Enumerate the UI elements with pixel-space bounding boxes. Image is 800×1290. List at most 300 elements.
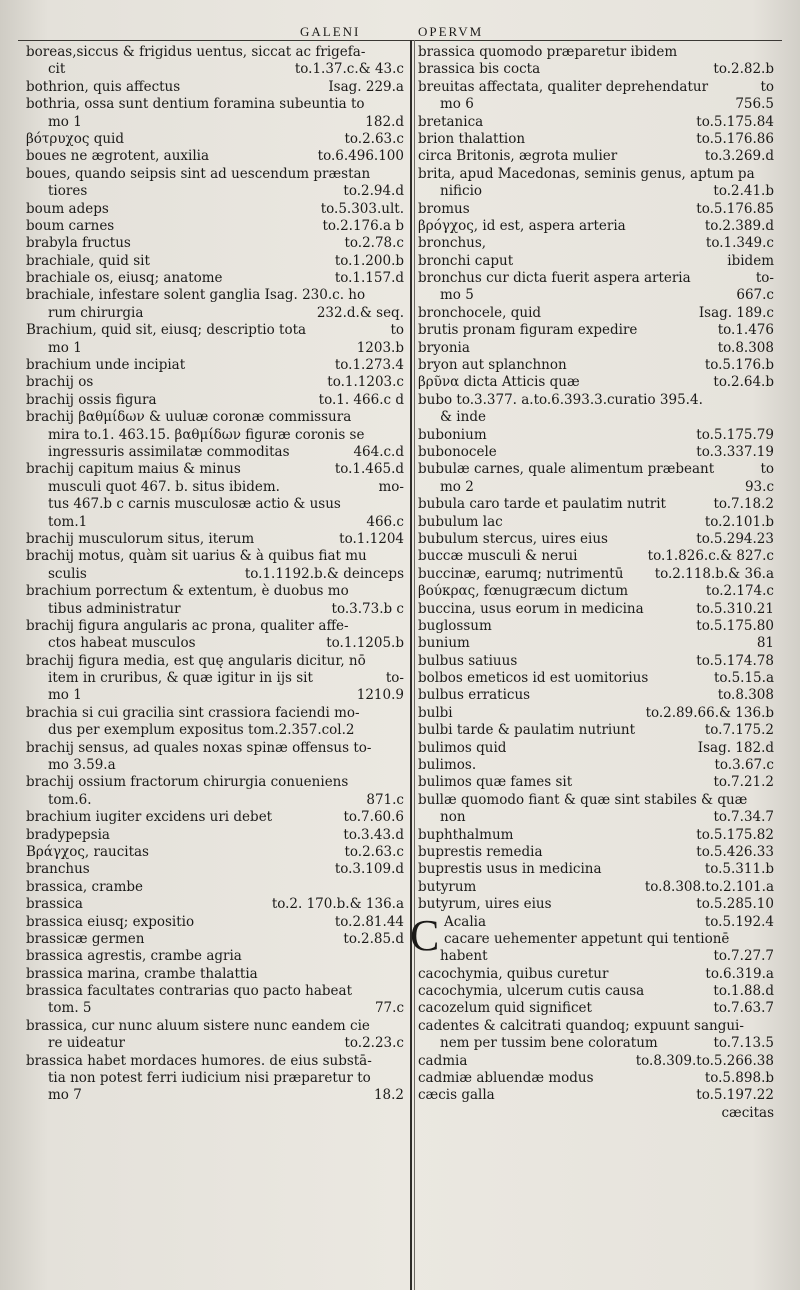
entry-reference: to.2.89.66.& 136.b [645, 704, 774, 721]
entry-reference: to.5.176.86 [696, 130, 774, 147]
entry-reference: 871.c [366, 791, 404, 808]
entry-reference: 466.c [366, 513, 404, 530]
index-entry [26, 914, 406, 931]
entry-term: cacare uehementer appetunt qui tentionē [444, 930, 730, 947]
index-entry [26, 635, 406, 652]
index-entry [26, 792, 406, 809]
entry-reference: to.7.21.2 [713, 774, 774, 791]
entry-term: bronchus cur dicta fuerit aspera arteria [418, 270, 691, 287]
entry-term: βρῦνα dicta Atticis quæ [418, 374, 580, 391]
entry-term: brassica habet mordaces humores. de eius substā- [26, 1052, 372, 1069]
entry-term: bulbi [418, 704, 453, 721]
index-entry [418, 514, 776, 531]
index-entry [26, 374, 406, 391]
entry-term: tom. 5 [48, 1000, 92, 1017]
index-entry [26, 844, 406, 861]
index-entry [418, 44, 776, 61]
entry-reference: to.3.73.b c [331, 600, 404, 617]
index-entry [26, 427, 406, 444]
entry-reference: to.2.101.b [704, 513, 774, 530]
index-entry [26, 531, 406, 548]
entry-reference: 1210.9 [356, 687, 404, 704]
index-entry [418, 635, 776, 652]
entry-reference: to.1.1205.b [326, 635, 404, 652]
entry-term: bromus [418, 200, 470, 217]
index-entry [418, 653, 776, 670]
entry-reference: to.5.303.ult. [320, 200, 404, 217]
entry-term: brachij capitum maius & minus [26, 461, 241, 478]
entry-term: nem per tussim bene coloratum [440, 1035, 658, 1052]
entry-term: brutis pronam figuram expedire [418, 322, 638, 339]
index-entry [26, 687, 406, 704]
entry-reference: to.1.1204 [339, 530, 404, 547]
entry-term: brachiale, quid sit [26, 252, 150, 269]
entry-term: brassica, cur nunc aluum sistere nunc eandem cie [26, 1017, 370, 1034]
index-entry [418, 896, 776, 913]
entry-term: boues, quando seipsis sint ad uescendum præstan [26, 165, 371, 182]
entry-reference: to.7.34.7 [713, 809, 774, 826]
index-entry [26, 757, 406, 774]
entry-reference: to.5.310.21 [696, 600, 774, 617]
entry-reference: to.2.82.b [713, 61, 774, 78]
entry-term: brita, apud Macedonas, seminis genus, aptum pa [418, 165, 755, 182]
index-entry [418, 340, 776, 357]
index-entry [26, 235, 406, 252]
entry-reference: to.7.63.7 [713, 1000, 774, 1017]
entry-term: brachij figura angularis ac prona, qualiter affe- [26, 617, 349, 634]
entry-term: bunium [418, 635, 470, 652]
index-entry [26, 948, 406, 965]
index-entry [26, 879, 406, 896]
entry-term: bronchi caput [418, 252, 514, 269]
entry-reference: Isag. 229.a [328, 78, 404, 95]
entry-reference: to- [755, 270, 774, 287]
index-entry [418, 618, 776, 635]
entry-term: brachij ossis figura [26, 391, 157, 408]
entry-term: sculis [48, 565, 87, 582]
entry-reference: to.7.13.5 [713, 1035, 774, 1052]
entry-term: bulbus satiuus [418, 652, 518, 669]
index-entry [26, 827, 406, 844]
entry-reference: cæcitas [721, 1104, 774, 1121]
index-entry [26, 287, 406, 304]
entry-reference: to- [385, 670, 404, 687]
entry-term: tom.6. [48, 791, 92, 808]
entry-term: Βράγχος, raucitas [26, 843, 149, 860]
index-entry [418, 79, 776, 96]
entry-term: cit [48, 61, 66, 78]
index-entry [26, 305, 406, 322]
entry-term: cadentes & calcitrati quandoq; expuunt sangui- [418, 1017, 744, 1034]
entry-reference: 182.d [365, 113, 404, 130]
right-column [410, 44, 776, 1122]
index-entry [418, 235, 776, 252]
index-entry [26, 201, 406, 218]
entry-reference: to.5.176.85 [696, 200, 774, 217]
entry-term: ctos habeat musculos [48, 635, 196, 652]
drop-cap: C [410, 910, 440, 960]
index-entry [26, 653, 406, 670]
index-entry [418, 844, 776, 861]
index-entry [26, 1018, 406, 1035]
index-entry [26, 166, 406, 183]
header-left: GALENI [300, 24, 361, 39]
index-entry [26, 148, 406, 165]
entry-term: brion thalattion [418, 130, 526, 147]
entry-reference: to.1.37.c.& 43.c [294, 61, 404, 78]
index-entry [418, 601, 776, 618]
entry-reference: to.1.1203.c [327, 374, 404, 391]
index-entry [418, 427, 776, 444]
entry-reference: to.1.88.d [713, 983, 774, 1000]
index-entry [418, 931, 776, 948]
entry-term: Acalia [444, 913, 487, 930]
entry-term: nificio [440, 183, 483, 200]
entry-term: brachij sensus, ad quales noxas spinæ offensus to- [26, 739, 372, 756]
entry-term: brassica [26, 896, 83, 913]
entry-reference: to.1.349.c [705, 235, 774, 252]
entry-term: boues ne ægrotent, auxilia [26, 148, 210, 165]
entry-reference: mo- [378, 478, 404, 495]
column-divider-inner [414, 40, 415, 1290]
index-entry [418, 1035, 776, 1052]
entry-reference: to.5.192.4 [704, 913, 774, 930]
entry-term: boum adeps [26, 200, 109, 217]
entry-term: cæcis galla [418, 1087, 495, 1104]
entry-reference: 81 [756, 635, 774, 652]
entry-term: βρόγχος, id est, aspera arteria [418, 217, 626, 234]
entry-term: bubonium [418, 426, 487, 443]
index-entry [26, 774, 406, 791]
index-entry [418, 114, 776, 131]
entry-reference: to.2.94.d [343, 183, 404, 200]
entry-term: brassica agrestis, crambe agria [26, 948, 242, 965]
entry-term: buglossum [418, 617, 492, 634]
entry-reference: 756.5 [735, 96, 774, 113]
index-entry [26, 183, 406, 200]
index-entry [26, 583, 406, 600]
entry-reference: Isag. 189.c [698, 304, 774, 321]
entry-term: bubulum lac [418, 513, 503, 530]
entry-term: mo 3.59.a [48, 757, 116, 774]
index-entry [418, 148, 776, 165]
entry-term: buprestis usus in medicina [418, 861, 602, 878]
index-entry [26, 601, 406, 618]
index-entry [418, 96, 776, 113]
index-entry [418, 966, 776, 983]
entry-term: tibus administratur [48, 600, 181, 617]
entry-reference: to.5.426.33 [696, 843, 774, 860]
entry-reference: to.1.476 [717, 322, 774, 339]
index-entry [26, 966, 406, 983]
entry-term: bronchus, [418, 235, 487, 252]
entry-term: brachium porrectum & extentum, è duobus mo [26, 583, 349, 600]
entry-reference: to.1.273.4 [334, 357, 404, 374]
entry-reference: to.2.174.c [705, 583, 774, 600]
index-entry [418, 218, 776, 235]
entry-reference: to.5.175.82 [696, 826, 774, 843]
index-entry [418, 827, 776, 844]
index-entry [418, 983, 776, 1000]
entry-term: brachij musculorum situs, iterum [26, 530, 255, 547]
entry-reference: to.2.118.b.& 36.a [654, 565, 774, 582]
entry-term: butyrum [418, 878, 477, 895]
index-entry [26, 809, 406, 826]
entry-term: mo 6 [440, 96, 474, 113]
index-entry [26, 566, 406, 583]
entry-reference: 93.c [744, 478, 774, 495]
entry-term: bubo to.3.377. a.to.6.393.3.curatio 395.4. [418, 391, 703, 408]
entry-reference: to [760, 78, 774, 95]
entry-reference: to.5.175.84 [696, 113, 774, 130]
index-entry [418, 1087, 776, 1104]
entry-reference: to.5.15.a [713, 670, 774, 687]
entry-term: brachia si cui gracilia sint crassiora faciendi mo- [26, 704, 360, 721]
index-entry [26, 218, 406, 235]
entry-term: tia non potest ferri iudicium nisi præparetur to [48, 1070, 371, 1087]
entry-term: mo 1 [48, 687, 82, 704]
entry-term: cadmiæ abluendæ modus [418, 1070, 594, 1087]
entry-term: branchus [26, 861, 90, 878]
entry-term: circa Britonis, ægrota mulier [418, 148, 618, 165]
index-entry [26, 357, 406, 374]
entry-term: non [440, 809, 466, 826]
entry-term: tom.1 [48, 513, 88, 530]
entry-reference: to.2.81.44 [334, 913, 404, 930]
entry-reference: to.8.308 [717, 339, 774, 356]
entry-reference: to.7.27.7 [713, 948, 774, 965]
entry-term: ingressuris assimilatæ commoditas [48, 443, 290, 460]
running-header [0, 4, 800, 40]
entry-reference: to.5.175.80 [696, 617, 774, 634]
index-entry [418, 879, 776, 896]
entry-term: mo 2 [440, 478, 474, 495]
entry-reference: to.6.319.a [705, 965, 774, 982]
entry-reference: to.3.67.c [714, 757, 774, 774]
entry-term: butyrum, uires eius [418, 896, 552, 913]
entry-term: & inde [440, 409, 486, 426]
index-entry [418, 357, 776, 374]
entry-term: bubulæ carnes, quale alimentum præbeant [418, 461, 715, 478]
entry-term: brassica facultates contrarias quo pacto habeat [26, 983, 352, 1000]
entry-term: mo 5 [440, 287, 474, 304]
index-entry [26, 131, 406, 148]
index-entry [26, 1070, 406, 1087]
entry-term: brachium iugiter excidens uri debet [26, 809, 273, 826]
entry-reference: to.2.85.d [343, 930, 404, 947]
entry-term: buphthalmum [418, 826, 514, 843]
index-entry [26, 96, 406, 113]
index-entry [26, 722, 406, 739]
index-entry [418, 374, 776, 391]
entry-reference: to [390, 322, 404, 339]
index-entry [418, 774, 776, 791]
index-entry [26, 861, 406, 878]
index-entry [418, 444, 776, 461]
index-entry [26, 548, 406, 565]
entry-term: cacochymia, quibus curetur [418, 965, 609, 982]
index-entry [26, 44, 406, 61]
entry-reference: to.1. 466.c d [318, 391, 404, 408]
entry-reference: to.1.200.b [334, 252, 404, 269]
entry-reference: to.2.78.c [344, 235, 404, 252]
entry-term: bradypepsia [26, 826, 110, 843]
entry-reference: to.5.175.79 [696, 426, 774, 443]
index-entry [26, 705, 406, 722]
entry-reference: 464.c.d [353, 443, 404, 460]
entry-reference: to.2.41.b [713, 183, 774, 200]
entry-reference: to.3.337.19 [696, 443, 774, 460]
header-right: OPERVM [418, 24, 484, 39]
entry-term: Brachium, quid sit, eiusq; descriptio tota [26, 322, 307, 339]
entry-reference: to.1.465.d [334, 461, 404, 478]
index-entry [418, 757, 776, 774]
index-entry [418, 305, 776, 322]
index-entry [418, 479, 776, 496]
index-entry [418, 740, 776, 757]
index-entry [26, 618, 406, 635]
entry-reference: 18.2 [373, 1087, 404, 1104]
entry-term: cadmia [418, 1052, 468, 1069]
entry-reference: to.5.285.10 [696, 896, 774, 913]
entry-term: bulimos quæ fames sit [418, 774, 573, 791]
index-entry [418, 1018, 776, 1035]
entry-term: brassica eiusq; expositio [26, 913, 195, 930]
entry-term: musculi quot 467. b. situs ibidem. [48, 478, 280, 495]
entry-term: tus 467.b c carnis musculosæ actio & usus [48, 496, 341, 513]
entry-term: cacozelum quid significet [418, 1000, 592, 1017]
index-entry [26, 896, 406, 913]
entry-term: bothrion, quis affectus [26, 78, 181, 95]
entry-term: mo 1 [48, 339, 82, 356]
index-entry [26, 61, 406, 78]
index-entry [26, 79, 406, 96]
entry-reference: to.2.389.d [704, 217, 774, 234]
index-entry [418, 809, 776, 826]
entry-term: bulimos. [418, 757, 477, 774]
entry-reference: to.5.197.22 [696, 1087, 774, 1104]
entry-reference: to.2.176.a b [322, 217, 404, 234]
index-entry [26, 740, 406, 757]
entry-term: bulbi tarde & paulatim nutriunt [418, 722, 636, 739]
entry-reference: to.7.18.2 [713, 496, 774, 513]
column-divider [410, 40, 412, 1290]
entry-term: bubulum stercus, uires eius [418, 530, 608, 547]
index-entry [418, 705, 776, 722]
index-entry [418, 183, 776, 200]
entry-term: bulimos quid [418, 739, 507, 756]
index-entry [418, 166, 776, 183]
header-rule [18, 40, 782, 41]
index-entry [26, 1087, 406, 1104]
entry-reference: to.2.63.c [344, 130, 404, 147]
index-entry [26, 1053, 406, 1070]
index-entry [418, 1000, 776, 1017]
index-entry [418, 1105, 776, 1122]
entry-reference: 77.c [374, 1000, 404, 1017]
entry-term: brachij motus, quàm sit uarius & à quibus fiat mu [26, 548, 367, 565]
index-entry [26, 1000, 406, 1017]
entry-reference: to.3.43.d [343, 826, 404, 843]
entry-term: item in cruribus, & quæ igitur in ijs sit [48, 670, 313, 687]
index-entry [26, 253, 406, 270]
index-entry [418, 566, 776, 583]
entry-reference: to.2. 170.b.& 136.a [271, 896, 404, 913]
entry-term: bronchocele, quid [418, 304, 542, 321]
index-entry [418, 792, 776, 809]
entry-term: mo 1 [48, 113, 82, 130]
index-entry [418, 253, 776, 270]
entry-term: boum carnes [26, 217, 115, 234]
entry-reference: to.1.826.c.& 827.c [647, 548, 774, 565]
entry-term: buccina, usus eorum in medicina [418, 600, 644, 617]
entry-term: bryonia [418, 339, 470, 356]
index-entry [418, 409, 776, 426]
entry-term: tiores [48, 183, 88, 200]
index-entry [26, 983, 406, 1000]
entry-term: buccinæ, earumq; nutrimentū [418, 565, 624, 582]
entry-term: rum chirurgia [48, 304, 144, 321]
index-entry [418, 61, 776, 78]
entry-reference: to.5.311.b [704, 861, 774, 878]
entry-term: brachiale, infestare solent ganglia Isag. 230.c. ho [26, 287, 366, 304]
entry-reference: to.7.60.6 [343, 809, 404, 826]
entry-term: brachiale os, eiusq; anatome [26, 270, 223, 287]
index-entry [418, 131, 776, 148]
entry-term: brassica bis cocta [418, 61, 541, 78]
entry-reference: to.5.174.78 [696, 652, 774, 669]
entry-term: bubula caro tarde et paulatim nutrit [418, 496, 666, 513]
index-entry [418, 1070, 776, 1087]
entry-reference: to.7.175.2 [704, 722, 774, 739]
entry-reference: to.2.23.c [344, 1035, 404, 1052]
entry-term: bullæ quomodo fiant & quæ sint stabiles & quæ [418, 791, 748, 808]
entry-reference: to.2.63.c [344, 843, 404, 860]
left-column [26, 44, 406, 1105]
entry-term: bryon aut splanchnon [418, 357, 567, 374]
entry-reference: to.3.269.d [704, 148, 774, 165]
index-entry [418, 548, 776, 565]
index-entry [418, 583, 776, 600]
index-entry [26, 114, 406, 131]
index-entry [418, 861, 776, 878]
entry-term: mira to.1. 463.15. βαθμίδων figuræ coronis se [48, 426, 365, 443]
index-entry [418, 322, 776, 339]
index-entry [418, 1053, 776, 1070]
index-entry [26, 479, 406, 496]
index-entry [418, 392, 776, 409]
index-entry [26, 461, 406, 478]
entry-reference: to [760, 461, 774, 478]
entry-reference: to.1.157.d [334, 270, 404, 287]
index-entry [418, 531, 776, 548]
index-entry [418, 287, 776, 304]
entry-reference: to.8.308 [717, 687, 774, 704]
entry-term: brassicæ germen [26, 930, 145, 947]
entry-term: βότρυχος quid [26, 130, 125, 147]
entry-term: buprestis remedia [418, 843, 543, 860]
entry-reference: 667.c [736, 287, 774, 304]
entry-reference: ibidem [727, 252, 774, 269]
entry-term: brachij βαθμίδων & uuluæ coronæ commissura [26, 409, 352, 426]
entry-reference: to.2.64.b [713, 374, 774, 391]
entry-reference: to.3.109.d [334, 861, 404, 878]
index-entry [26, 931, 406, 948]
entry-term: bulbus erraticus [418, 687, 531, 704]
entry-term: bubonocele [418, 443, 497, 460]
index-entry [26, 409, 406, 426]
index-entry [26, 1035, 406, 1052]
